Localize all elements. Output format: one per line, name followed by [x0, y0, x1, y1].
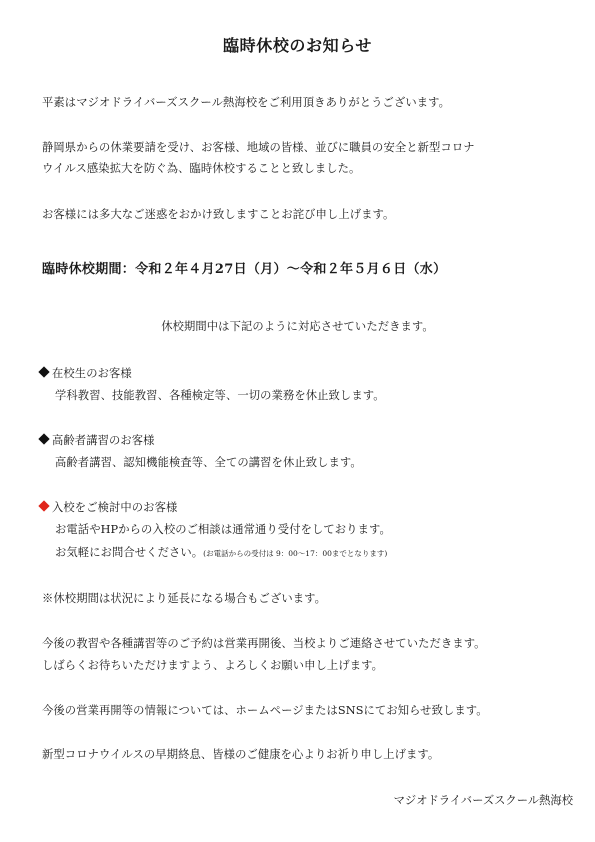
intro-text: 休校期間中は下記のように対応させていただきます。 [161, 320, 434, 333]
booking-text-line-2: しばらくお待ちいただけますよう、よろしくお願い申し上げます。 [42, 659, 384, 672]
closure-period: 臨時休校期間：令和２年４月27日（月）〜令和２年５月６日（水） [42, 262, 447, 277]
section-body-prospective-2 [55, 545, 387, 562]
section-heading-prospective [38, 500, 177, 516]
diamond-bullet-red-icon [38, 500, 49, 511]
extension-note: ※休校期間は状況により延長になる場合もございます。 [42, 592, 327, 605]
reason-text-line-2: ウイルス感染拡大を防ぐ為、臨時休校することと致しました。 [42, 162, 361, 175]
apology-text: お客様には多大なご迷惑をおかけ致しますことお詫び申し上げます。 [42, 208, 395, 221]
info-text: 今後の営業再開等の情報については、ホームページまたはSNSにてお知らせ致します。 [42, 704, 488, 717]
diamond-bullet-icon [38, 433, 49, 444]
section-heading-seniors [38, 433, 155, 449]
reason-text-line-1: 静岡県からの休業要請を受け、お客様、地域の皆様、並びに職員の安全と新型コロナ [42, 141, 475, 154]
phone-hours-note: (お電話からの受付は 9：00〜17：00までとなります) [203, 549, 388, 558]
closing-text: 新型コロナウイルスの早期終息、皆様のご健康を心よりお祈り申し上げます。 [42, 748, 440, 761]
school-signature: マジオドライバーズスクール熱海校 [393, 794, 573, 807]
diamond-bullet-icon [38, 366, 49, 377]
page-title: 臨時休校のお知らせ [223, 36, 372, 55]
section-heading-label: 在校生のお客様 [52, 367, 132, 380]
contact-invite-text: お気軽にお問合せください。 [55, 546, 204, 559]
section-heading-label: 入校をご検討中のお客様 [52, 501, 178, 514]
booking-text-line-1: 今後の教習や各種講習等のご予約は営業再開後、当校よりご連絡させていただきます。 [42, 637, 486, 650]
section-body-seniors: 高齢者講習、認知機能検査等、全ての講習を休止致します。 [55, 456, 362, 469]
section-heading-students [38, 366, 132, 382]
section-body-students: 学科教習、技能教習、各種検定等、一切の業務を休止致します。 [55, 389, 385, 402]
section-heading-label: 高齢者講習のお客様 [52, 434, 155, 447]
greeting-text: 平素はマジオドライバーズスクール熱海校をご利用頂きありがとうございます。 [42, 96, 451, 109]
section-body-prospective: お電話やHPからの入校のご相談は通常通り受付をしております。 [55, 523, 391, 536]
